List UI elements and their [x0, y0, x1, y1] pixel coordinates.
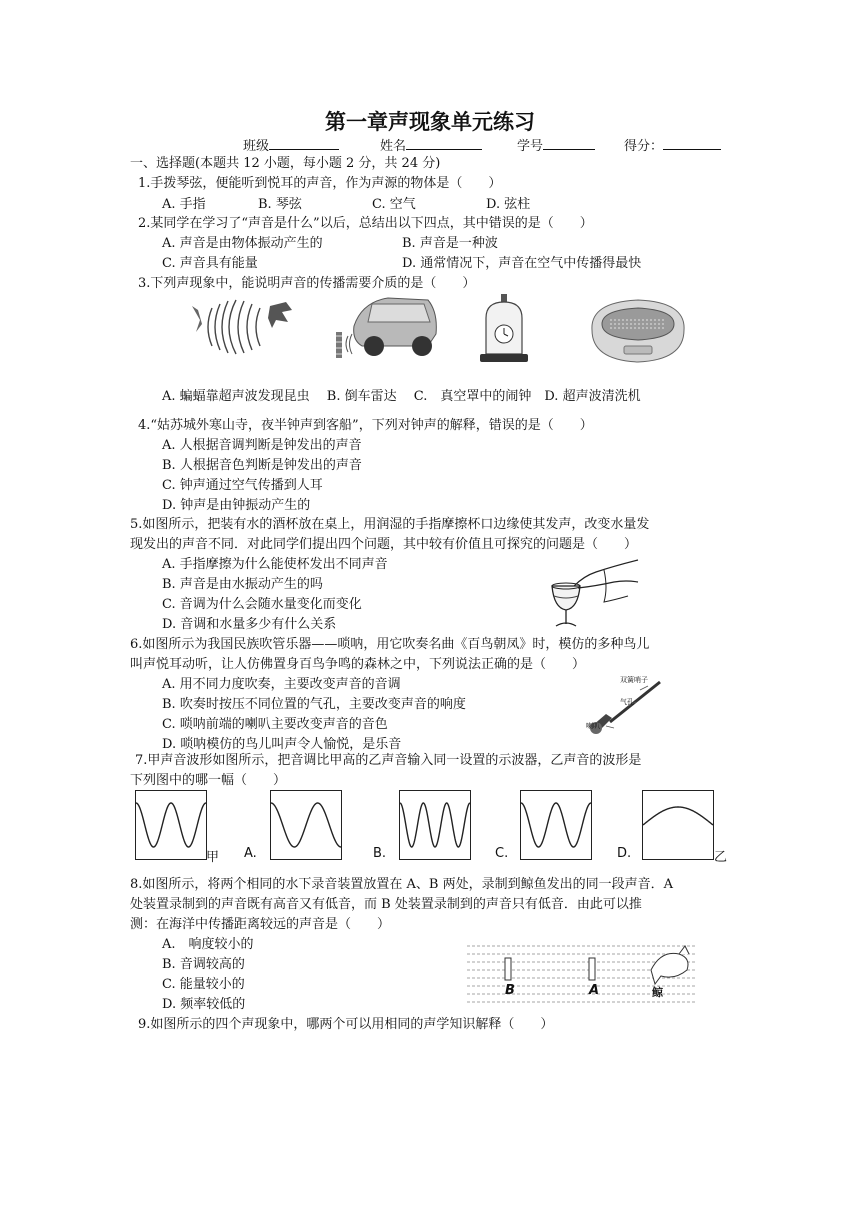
- page-title: 第一章声现象单元练习: [325, 110, 535, 134]
- q3-options[interactable]: A. 蝙蝠靠超声波发现昆虫 B. 倒车雷达 C. 真空罩中的闹钟 D. 超声波清洗机: [162, 389, 641, 404]
- q8-stem-line2: 处装置录制到的声音既有高音又有低音，而 B 处装置录制到的声音只有低音．由此可以推: [130, 897, 642, 912]
- q6-option-d[interactable]: D. 唢呐模仿的鸟儿叫声令人愉悦，是乐音: [162, 737, 402, 752]
- wave-c-box[interactable]: [520, 790, 592, 860]
- wave-d-graph: [643, 791, 713, 859]
- q4-option-a[interactable]: A. 人根据音调判断是钟发出的声音: [162, 438, 362, 453]
- wave-label-a[interactable]: A.: [244, 846, 257, 861]
- wave-b-graph: [400, 791, 470, 859]
- name-field: [380, 136, 482, 155]
- wine-glass-finger-picture: [544, 556, 640, 634]
- q8-option-d[interactable]: D. 频率较低的: [162, 997, 246, 1012]
- q8-option-b[interactable]: B. 音调较高的: [162, 957, 245, 972]
- q7-stem-line1: 7.甲声音波形如图所示，把音调比甲高的乙声音输入同一设置的示波器，乙声音的波形是: [135, 753, 642, 768]
- q1-option-b[interactable]: B. 琴弦: [258, 197, 302, 212]
- class-blank[interactable]: [269, 136, 339, 150]
- q5-option-c[interactable]: C. 音调为什么会随水量变化而变化: [162, 597, 362, 612]
- vacuum-bell-jar-picture: [478, 294, 530, 364]
- q8-stem-line3: 测：在海洋中传播距离较远的声音是（ ）: [130, 917, 391, 932]
- wave-a-graph: [271, 791, 341, 859]
- q2-stem: 2.某同学在学习了“声音是什么”以后，总结出以下四点，其中错误的是（ ）: [138, 216, 593, 231]
- score-field: [624, 136, 721, 155]
- q6-option-c[interactable]: C. 唢呐前端的喇叭主要改变声音的音色: [162, 717, 388, 732]
- id-label: 学号: [517, 139, 544, 154]
- q2-option-a[interactable]: A. 声音是由物体振动产生的: [162, 236, 323, 251]
- q5-option-d[interactable]: D. 音调和水量多少有什么关系: [162, 617, 337, 632]
- wave-jia-graph: [136, 791, 206, 859]
- q6-stem-line2: 叫声悦耳动听，让人仿佛置身百鸟争鸣的森林之中，下列说法正确的是（ ）: [130, 657, 586, 672]
- id-field: [517, 136, 595, 155]
- q5-stem-line1: 5.如图所示，把装有水的酒杯放在桌上，用润湿的手指摩擦杯口边缘使其发声，改变水量发: [130, 517, 650, 532]
- wave-jia-box: [135, 790, 207, 860]
- recorder-label-a: A: [589, 983, 600, 998]
- wave-c-graph: [521, 791, 591, 859]
- q3-stem: 3.下列声现象中，能说明声音的传播需要介质的是（ ）: [138, 276, 476, 291]
- q2-option-d[interactable]: D. 通常情况下，声音在空气中传播得最快: [402, 256, 642, 271]
- wave-label-c[interactable]: C.: [495, 846, 509, 861]
- section-heading: 一、选择题(本题共 12 小题，每小题 2 分，共 24 分): [130, 156, 441, 171]
- q4-option-d[interactable]: D. 钟声是由钟振动产生的: [162, 498, 311, 513]
- wave-label-d[interactable]: D.: [617, 846, 632, 861]
- suona-label-horn: 喇叭: [586, 722, 600, 730]
- q5-option-b[interactable]: B. 声音是由水振动产生的吗: [162, 577, 323, 592]
- q8-stem-line1: 8.如图所示，将两个相同的水下录音装置放置在 A、B 两处，录制到鲸鱼发出的同一段声音．A: [130, 877, 673, 892]
- q5-option-a[interactable]: A. 手指摩擦为什么能使杯发出不同声音: [162, 557, 388, 572]
- q2-option-c[interactable]: C. 声音具有能量: [162, 256, 258, 271]
- q1-option-c[interactable]: C. 空气: [372, 197, 416, 212]
- name-label: 姓名: [380, 139, 407, 154]
- score-blank[interactable]: [663, 136, 721, 150]
- q6-option-a[interactable]: A. 用不同力度吹奏，主要改变声音的音调: [162, 677, 401, 692]
- wave-label-b[interactable]: B.: [373, 846, 387, 861]
- class-field: [243, 136, 339, 155]
- q6-option-b[interactable]: B. 吹奏时按压不同位置的气孔，主要改变声音的响度: [162, 697, 466, 712]
- q2-option-b[interactable]: B. 声音是一种波: [402, 236, 498, 251]
- id-blank[interactable]: [543, 136, 595, 150]
- score-label: 得分：: [624, 139, 664, 154]
- q4-option-c[interactable]: C. 钟声通过空气传播到人耳: [162, 478, 323, 493]
- suona-label-reed: 双簧哨子: [620, 676, 648, 684]
- name-blank[interactable]: [406, 136, 482, 150]
- ultrasonic-cleaner-picture: [586, 294, 690, 366]
- class-label: 班级: [243, 139, 270, 154]
- reversing-radar-picture: [332, 292, 440, 362]
- q1-option-d[interactable]: D. 弦柱: [486, 197, 531, 212]
- wave-a-box[interactable]: [270, 790, 342, 860]
- q4-option-b[interactable]: B. 人根据音色判断是钟发出的声音: [162, 458, 362, 473]
- wave-b-box[interactable]: [399, 790, 471, 860]
- q8-option-c[interactable]: C. 能量较小的: [162, 977, 245, 992]
- recorder-label-b: B: [505, 983, 515, 998]
- q1-option-a[interactable]: A. 手指: [162, 197, 206, 212]
- q4-stem: 4.“姑苏城外寒山寺，夜半钟声到客船”，下列对钟声的解释，错误的是（ ）: [138, 418, 593, 433]
- wave-label-jia: 甲: [206, 850, 220, 865]
- q5-stem-line2: 现发出的声音不同．对此同学们提出四个问题，其中较有价值且可探究的问题是（ ）: [130, 537, 638, 552]
- q9-stem: 9.如图所示的四个声现象中，哪两个可以用相同的声学知识解释（ ）: [138, 1017, 554, 1032]
- wave-label-yi: 乙: [714, 850, 728, 865]
- q7-stem-line2: 下列图中的哪一幅（ ）: [130, 773, 287, 788]
- bat-ultrasound-picture: [188, 296, 296, 358]
- q1-stem: 1.手拨琴弦，便能听到悦耳的声音，作为声源的物体是（ ）: [138, 176, 502, 191]
- q6-stem-line1: 6.如图所示为我国民族吹管乐器——唢呐，用它吹奏名曲《百鸟朝凤》时，模仿的多种鸟儿: [130, 637, 650, 652]
- whale-label: 鲸: [652, 986, 663, 999]
- q8-option-a[interactable]: A. 响度较小的: [162, 937, 254, 952]
- suona-label-hole: 气孔: [620, 698, 634, 706]
- wave-d-box[interactable]: [642, 790, 714, 860]
